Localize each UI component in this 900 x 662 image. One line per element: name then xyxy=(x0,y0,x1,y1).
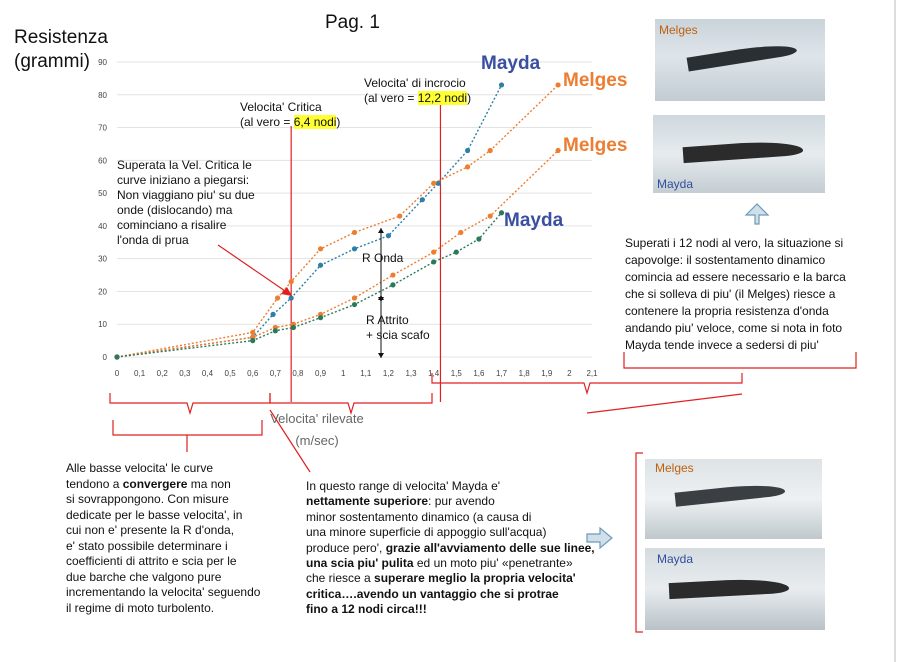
middle-note-bold: grazie all'avviamento delle sue linee, xyxy=(385,540,595,555)
y-tick-label: 90 xyxy=(98,58,107,67)
x-tick-label: 1,6 xyxy=(473,369,485,378)
page-label: Pag. 1 xyxy=(325,12,380,33)
bracket-left-note xyxy=(113,420,262,435)
boat-hull xyxy=(669,577,790,599)
data-point xyxy=(431,181,436,186)
x-tick-label: 1,5 xyxy=(450,369,462,378)
r-onda-label: R Onda xyxy=(362,251,404,265)
left-note-text: ma non xyxy=(187,476,231,491)
right-note xyxy=(625,235,895,354)
series-label-mayda-1: Mayda xyxy=(481,53,541,74)
left-note-text: tendono a xyxy=(66,476,123,491)
data-point xyxy=(390,272,395,277)
series-label-melges-2: Melges xyxy=(563,135,628,156)
x-tick-label: 1,3 xyxy=(405,369,417,378)
left-note-bold: convergere xyxy=(122,476,188,491)
x-tick-label: 0 xyxy=(114,369,120,378)
data-point xyxy=(352,230,357,235)
photo-label: Melges xyxy=(655,461,694,475)
data-point xyxy=(289,279,294,284)
critical-speed-line1: Velocita' Critica xyxy=(240,100,322,114)
left-note xyxy=(66,461,281,616)
middle-note xyxy=(306,479,636,618)
critical-note xyxy=(117,158,277,248)
boat-hull xyxy=(683,139,804,163)
middle-note-bold: superare meglio la propria velocita' xyxy=(374,571,576,586)
annotation-arrow xyxy=(218,245,288,293)
data-point xyxy=(454,250,459,255)
y-tick-label: 10 xyxy=(98,320,107,330)
data-point xyxy=(250,330,255,335)
data-point xyxy=(488,148,493,153)
x-tick-label: 1,2 xyxy=(382,369,394,378)
x-tick-label: 0,3 xyxy=(179,369,191,378)
bracket-right-note xyxy=(624,352,856,368)
x-tick-label: 0,2 xyxy=(156,369,168,378)
x-axis-title xyxy=(262,408,372,452)
middle-note-line xyxy=(306,571,636,586)
photo-mayda-top xyxy=(653,115,825,193)
middle-note-line: minor sostentamento dinamico (a causa di xyxy=(306,509,532,524)
bracket-low-speed xyxy=(110,393,270,413)
data-point xyxy=(431,259,436,264)
y-tick-label: 0 xyxy=(102,353,107,362)
middle-note-line xyxy=(306,587,636,602)
right-note-line: Superati i 12 nodi al vero, la situazione si xyxy=(625,236,844,250)
boat-hull xyxy=(675,481,786,506)
xs-highlight: 12,2 nodi xyxy=(417,91,468,105)
data-point xyxy=(458,230,463,235)
x-tick-label: 1,7 xyxy=(495,369,508,378)
data-point xyxy=(352,295,357,300)
data-point xyxy=(291,325,296,330)
data-point xyxy=(114,354,119,359)
middle-note-bold: nettamente superiore xyxy=(306,494,429,509)
y-title-line2: (grammi) xyxy=(14,51,90,72)
y-tick-label: 80 xyxy=(98,90,107,100)
x-tick-label: 0,8 xyxy=(292,369,304,378)
right-note-line: che si solleva di piu' (il Melges) riesce a xyxy=(625,287,836,301)
left-note-line: Alle basse velocita' le curve xyxy=(66,461,214,475)
cs-highlight: 6,4 nodi xyxy=(293,115,337,129)
xs-pre: (al vero = xyxy=(364,91,418,105)
x-title-line1: Velocita' rilevate xyxy=(270,411,364,426)
x-tick-label: 1,1 xyxy=(360,369,372,378)
y-tick-label: 30 xyxy=(98,254,107,264)
right-note-line: Mayda tende invece a sedersi di piu' xyxy=(625,338,819,352)
x-tick-label: 2 xyxy=(567,369,572,378)
x-tick-label: 0,6 xyxy=(247,369,259,378)
photo-melges-bottom xyxy=(645,459,822,539)
data-point xyxy=(555,148,560,153)
boat-hull xyxy=(687,40,798,71)
y-tick-label: 20 xyxy=(98,287,107,297)
middle-note-text: produce pero', xyxy=(306,540,386,555)
data-point xyxy=(397,213,402,218)
x-tick-label: 2,1 xyxy=(586,369,598,378)
series-label-mayda-2: Mayda xyxy=(504,210,564,231)
data-point xyxy=(476,236,481,241)
left-note-line: coefficienti di attrito e scia per le xyxy=(66,554,237,568)
middle-note-line xyxy=(306,541,636,556)
left-note-line: il regime di moto turbolento. xyxy=(66,600,215,615)
middle-note-line xyxy=(306,494,636,509)
y-tick-label: 50 xyxy=(98,189,107,199)
left-note-line: cui non e' presente la R d'onda, xyxy=(66,523,235,537)
critical-note-line: curve iniziano a piegarsi: xyxy=(117,173,250,187)
middle-note-bold: una scia piu' pulita xyxy=(306,556,414,571)
connector-line xyxy=(587,394,742,413)
crossing-speed-label xyxy=(364,76,471,106)
x-tick-label: 0,7 xyxy=(269,369,281,378)
photo-melges-top xyxy=(655,19,825,101)
cs-pre: (al vero = xyxy=(240,115,294,129)
middle-note-text: : pur avendo xyxy=(428,494,495,509)
x-tick-label: 1,4 xyxy=(428,369,440,378)
y-title-line1: Resistenza xyxy=(14,27,108,48)
x-tick-label: 0,4 xyxy=(201,369,214,378)
middle-note-line xyxy=(306,602,636,617)
critical-speed-label xyxy=(240,100,340,130)
data-point xyxy=(499,82,504,87)
photo-label: Mayda xyxy=(657,552,694,566)
r-attrito-line1: R Attrito xyxy=(366,313,409,327)
left-note-line xyxy=(66,477,281,493)
right-note-line: contenere la propria resistenza d'onda xyxy=(625,304,829,318)
xs-post: ) xyxy=(467,91,472,105)
data-point xyxy=(270,312,275,317)
left-note-line: e' stato possibile determinare i xyxy=(66,538,228,553)
data-point xyxy=(275,295,280,300)
cs-post: ) xyxy=(336,115,341,129)
x-tick-label: 1 xyxy=(340,369,346,378)
r-attrito-line2: + scia scafo xyxy=(366,328,430,342)
data-point xyxy=(289,295,294,300)
critical-note-line: onde (dislocando) ma xyxy=(117,203,233,217)
r-attrito-label xyxy=(366,313,430,343)
left-note-line: si sovrappongono. Con misure xyxy=(66,492,229,506)
x-tick-label: 1,8 xyxy=(518,369,530,378)
left-note-line: due barche che valgono pure xyxy=(66,569,222,584)
y-tick-label: 60 xyxy=(98,156,107,166)
middle-note-text: ed un moto piu' «penetrante» xyxy=(413,556,573,571)
crossing-speed-line1: Velocita' di incrocio xyxy=(364,76,466,90)
middle-note-line xyxy=(306,556,636,571)
crossing-speed-line2 xyxy=(364,91,471,106)
up-arrow-icon xyxy=(746,204,768,224)
right-note-line: andando piu' veloce, come si nota in foto xyxy=(625,321,843,335)
photo-label: Melges xyxy=(659,23,698,37)
data-point xyxy=(465,164,470,169)
data-point xyxy=(386,233,391,238)
data-point xyxy=(420,197,425,202)
data-point xyxy=(465,148,470,153)
data-point xyxy=(318,315,323,320)
y-tick-label: 70 xyxy=(98,123,107,133)
data-point xyxy=(318,246,323,251)
bracket-photos xyxy=(636,453,643,632)
middle-note-line: una minore superficie di appoggio sull'acqua) xyxy=(306,525,547,540)
middle-note-bold: fino a 12 nodi circa!!! xyxy=(306,602,427,617)
right-note-line: capovolge: il sostentamento dinamico xyxy=(625,253,826,267)
y-tick-label: 40 xyxy=(98,221,107,231)
r-onda-arrow-head xyxy=(378,228,384,233)
middle-note-text: che riesce a xyxy=(306,571,375,586)
x-tick-label: 1,9 xyxy=(541,369,553,378)
left-note-line: dedicate per le basse velocita', in xyxy=(66,507,243,522)
critical-note-line: Non viaggiano piu' su due xyxy=(117,188,255,202)
middle-note-bold: critica….avendo un vantaggio che si protrae xyxy=(306,586,559,601)
left-note-rest xyxy=(66,492,281,616)
x-title-line2: (m/sec) xyxy=(295,433,339,448)
data-point xyxy=(273,328,278,333)
data-point xyxy=(488,213,493,218)
data-point xyxy=(352,246,357,251)
data-point xyxy=(352,302,357,307)
critical-speed-line2 xyxy=(240,115,340,130)
photo-label: Mayda xyxy=(657,177,694,191)
x-tick-label: 0,1 xyxy=(134,369,146,378)
left-note-line: incrementando la velocita' seguendo xyxy=(66,585,261,599)
right-note-line: comincia ad essere necessario e la barca xyxy=(625,270,846,284)
data-point xyxy=(390,282,395,287)
critical-note-line: Superata la Vel. Critica le xyxy=(117,158,252,172)
data-point xyxy=(431,250,436,255)
middle-note-line: In questo range di velocita' Mayda e' xyxy=(306,479,501,493)
data-point xyxy=(250,338,255,343)
critical-note-line: cominciano a risalire xyxy=(117,218,227,232)
x-tick-label: 0,5 xyxy=(224,369,236,378)
x-tick-label: 0,9 xyxy=(315,369,327,378)
data-point xyxy=(555,82,560,87)
series-label-melges-1: Melges xyxy=(563,70,628,91)
data-point xyxy=(318,263,323,268)
critical-note-line: l'onda di prua xyxy=(117,233,189,247)
photo-mayda-bottom xyxy=(645,548,825,630)
